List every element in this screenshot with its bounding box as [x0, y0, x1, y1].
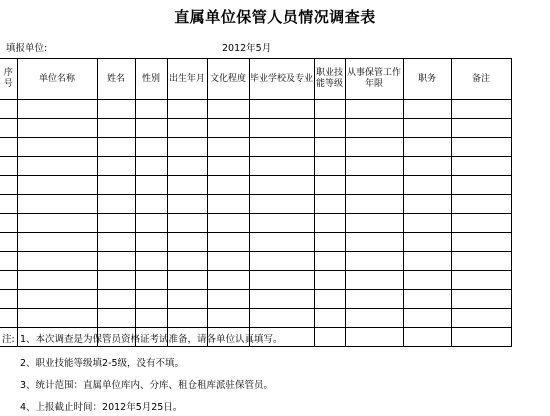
table-cell[interactable] — [17, 252, 97, 271]
col-header-unit-name: 单位名称 — [17, 59, 97, 100]
table-cell[interactable] — [167, 252, 207, 271]
table-row — [0, 233, 511, 252]
survey-table — [0, 58, 512, 347]
table-cell[interactable] — [135, 138, 167, 157]
table-cell[interactable] — [345, 138, 403, 157]
table-cell[interactable] — [207, 271, 249, 290]
table-cell[interactable] — [345, 252, 403, 271]
note-line — [2, 334, 283, 346]
table-cell[interactable] — [207, 100, 249, 119]
table-cell[interactable] — [135, 195, 167, 214]
table-cell[interactable] — [345, 290, 403, 309]
table-cell[interactable] — [167, 290, 207, 309]
page-title: 直属单位保管人员情况调查表 — [174, 8, 376, 26]
table-cell[interactable] — [135, 214, 167, 233]
note-line — [20, 380, 273, 392]
table-row — [0, 119, 511, 138]
table-cell[interactable] — [135, 309, 167, 328]
table-cell[interactable] — [207, 195, 249, 214]
table-row — [0, 176, 511, 195]
table-cell[interactable] — [167, 176, 207, 195]
table-row — [0, 157, 511, 176]
col-header-skill-level: 职业技能等级 — [314, 59, 345, 100]
table-cell[interactable] — [97, 233, 135, 252]
table-cell[interactable] — [17, 195, 97, 214]
col-header-position: 职务 — [403, 59, 451, 100]
table-cell[interactable] — [451, 271, 511, 290]
table-row — [0, 271, 511, 290]
table-cell[interactable] — [207, 233, 249, 252]
table-cell[interactable] — [97, 214, 135, 233]
table-cell[interactable] — [345, 214, 403, 233]
table-cell[interactable] — [167, 233, 207, 252]
table-cell[interactable] — [0, 195, 17, 214]
table-cell[interactable] — [97, 157, 135, 176]
table-cell[interactable] — [403, 233, 451, 252]
table-cell[interactable] — [0, 233, 17, 252]
col-header-gender: 性别 — [135, 59, 167, 100]
table-cell[interactable] — [135, 290, 167, 309]
table-cell[interactable] — [97, 100, 135, 119]
table-cell[interactable] — [135, 176, 167, 195]
report-date: 2012年5月 — [222, 43, 272, 54]
col-header-years-in-custody: 从事保管工作年限 — [345, 59, 403, 100]
table-cell[interactable] — [403, 328, 451, 347]
table-cell[interactable] — [403, 271, 451, 290]
notes-prefix: 注: — [2, 334, 15, 345]
table-cell[interactable] — [403, 157, 451, 176]
table-cell[interactable] — [403, 214, 451, 233]
note-text: 4、上报截止时间：2012年5月25日。 — [20, 402, 183, 413]
table-cell[interactable] — [167, 119, 207, 138]
table-cell[interactable] — [451, 233, 511, 252]
table-cell[interactable] — [0, 157, 17, 176]
table-cell[interactable] — [249, 271, 314, 290]
table-cell[interactable] — [451, 176, 511, 195]
note-text: 1、本次调查是为保管员资格证考试准备，请各单位认真填写。 — [20, 334, 283, 345]
table-row — [0, 100, 511, 119]
table-cell[interactable] — [249, 214, 314, 233]
table-cell[interactable] — [167, 157, 207, 176]
table-row — [0, 290, 511, 309]
table-cell[interactable] — [314, 233, 345, 252]
table-cell[interactable] — [403, 100, 451, 119]
table-cell[interactable] — [17, 100, 97, 119]
table-cell[interactable] — [97, 290, 135, 309]
table-cell[interactable] — [207, 290, 249, 309]
note-text: 3、统计范围：直属单位库内、分库、租仓租库派驻保管员。 — [20, 380, 274, 391]
table-cell[interactable] — [0, 100, 17, 119]
table-cell[interactable] — [345, 195, 403, 214]
table-cell[interactable] — [403, 176, 451, 195]
col-header-education: 文化程度 — [207, 59, 249, 100]
table-cell[interactable] — [249, 309, 314, 328]
table-cell[interactable] — [451, 214, 511, 233]
table-cell[interactable] — [207, 157, 249, 176]
table-row — [0, 309, 511, 328]
table-cell[interactable] — [167, 138, 207, 157]
col-header-name: 姓名 — [97, 59, 135, 100]
table-cell[interactable] — [0, 138, 17, 157]
col-header-birth-date: 出生年月 — [167, 59, 207, 100]
table-cell[interactable] — [451, 195, 511, 214]
table-cell[interactable] — [207, 176, 249, 195]
table-cell[interactable] — [249, 290, 314, 309]
table-header-row — [0, 59, 511, 100]
table-cell[interactable] — [167, 100, 207, 119]
table-cell[interactable] — [17, 138, 97, 157]
table-cell[interactable] — [249, 100, 314, 119]
table-cell[interactable] — [451, 100, 511, 119]
table-cell[interactable] — [451, 309, 511, 328]
table-cell[interactable] — [249, 252, 314, 271]
table-cell[interactable] — [17, 233, 97, 252]
table-cell[interactable] — [345, 100, 403, 119]
table-cell[interactable] — [0, 309, 17, 328]
table-cell[interactable] — [97, 119, 135, 138]
table-cell[interactable] — [314, 290, 345, 309]
table-cell[interactable] — [0, 214, 17, 233]
table-cell[interactable] — [451, 328, 511, 347]
col-header-school-major: 毕业学校及专业 — [249, 59, 314, 100]
table-cell[interactable] — [135, 119, 167, 138]
table-cell[interactable] — [314, 328, 345, 347]
table-cell[interactable] — [345, 309, 403, 328]
reporting-unit-label: 填报单位: — [6, 43, 48, 54]
table-cell[interactable] — [249, 176, 314, 195]
table-cell[interactable] — [167, 309, 207, 328]
note-line — [20, 402, 182, 414]
table-cell[interactable] — [403, 309, 451, 328]
table-cell[interactable] — [17, 157, 97, 176]
table-cell[interactable] — [314, 157, 345, 176]
table-cell[interactable] — [135, 233, 167, 252]
table-row — [0, 252, 511, 271]
table-cell[interactable] — [314, 214, 345, 233]
table-cell[interactable] — [403, 252, 451, 271]
table-cell[interactable] — [97, 138, 135, 157]
table-cell[interactable] — [97, 271, 135, 290]
table-cell[interactable] — [345, 119, 403, 138]
table-cell[interactable] — [135, 271, 167, 290]
table-cell[interactable] — [249, 157, 314, 176]
table-cell[interactable] — [17, 290, 97, 309]
table-cell[interactable] — [167, 214, 207, 233]
col-header-seq: 序号 — [0, 59, 17, 100]
table-cell[interactable] — [135, 157, 167, 176]
table-cell[interactable] — [135, 252, 167, 271]
table-cell[interactable] — [207, 252, 249, 271]
table-cell[interactable] — [97, 252, 135, 271]
col-header-remarks: 备注 — [451, 59, 511, 100]
table-cell[interactable] — [403, 119, 451, 138]
table-cell[interactable] — [249, 138, 314, 157]
table-cell[interactable] — [345, 176, 403, 195]
note-text: 2、职业技能等级填2-5级，没有不填。 — [20, 358, 185, 369]
table-cell[interactable] — [451, 157, 511, 176]
table-cell[interactable] — [0, 119, 17, 138]
table-cell[interactable] — [17, 119, 97, 138]
table-cell[interactable] — [314, 195, 345, 214]
table-cell[interactable] — [314, 176, 345, 195]
table-cell[interactable] — [249, 119, 314, 138]
table-cell[interactable] — [17, 176, 97, 195]
table-cell[interactable] — [314, 100, 345, 119]
table-row — [0, 195, 511, 214]
table-cell[interactable] — [207, 119, 249, 138]
table-cell[interactable] — [97, 309, 135, 328]
table-cell[interactable] — [314, 138, 345, 157]
table-cell[interactable] — [314, 309, 345, 328]
table-cell[interactable] — [403, 195, 451, 214]
table-cell[interactable] — [0, 290, 17, 309]
table-cell[interactable] — [249, 195, 314, 214]
table-cell[interactable] — [97, 176, 135, 195]
table-row — [0, 214, 511, 233]
table-cell[interactable] — [403, 138, 451, 157]
table-cell[interactable] — [207, 309, 249, 328]
note-line — [20, 358, 184, 370]
table-cell[interactable] — [345, 157, 403, 176]
table-cell[interactable] — [345, 271, 403, 290]
table-cell[interactable] — [0, 271, 17, 290]
table-cell[interactable] — [207, 214, 249, 233]
table-cell[interactable] — [451, 290, 511, 309]
table-cell[interactable] — [451, 252, 511, 271]
table-cell[interactable] — [345, 233, 403, 252]
table-cell[interactable] — [451, 119, 511, 138]
table-cell[interactable] — [17, 214, 97, 233]
table-cell[interactable] — [97, 195, 135, 214]
table-cell[interactable] — [451, 138, 511, 157]
table-cell[interactable] — [0, 252, 17, 271]
table-cell[interactable] — [167, 271, 207, 290]
table-cell[interactable] — [207, 138, 249, 157]
table-cell[interactable] — [314, 252, 345, 271]
table-cell[interactable] — [403, 290, 451, 309]
table-cell[interactable] — [17, 309, 97, 328]
table-cell[interactable] — [17, 271, 97, 290]
table-cell[interactable] — [135, 100, 167, 119]
table-cell[interactable] — [0, 176, 17, 195]
table-cell[interactable] — [314, 119, 345, 138]
table-row — [0, 138, 511, 157]
table-cell[interactable] — [345, 328, 403, 347]
table-cell[interactable] — [167, 195, 207, 214]
table-cell[interactable] — [314, 271, 345, 290]
table-cell[interactable] — [249, 233, 314, 252]
